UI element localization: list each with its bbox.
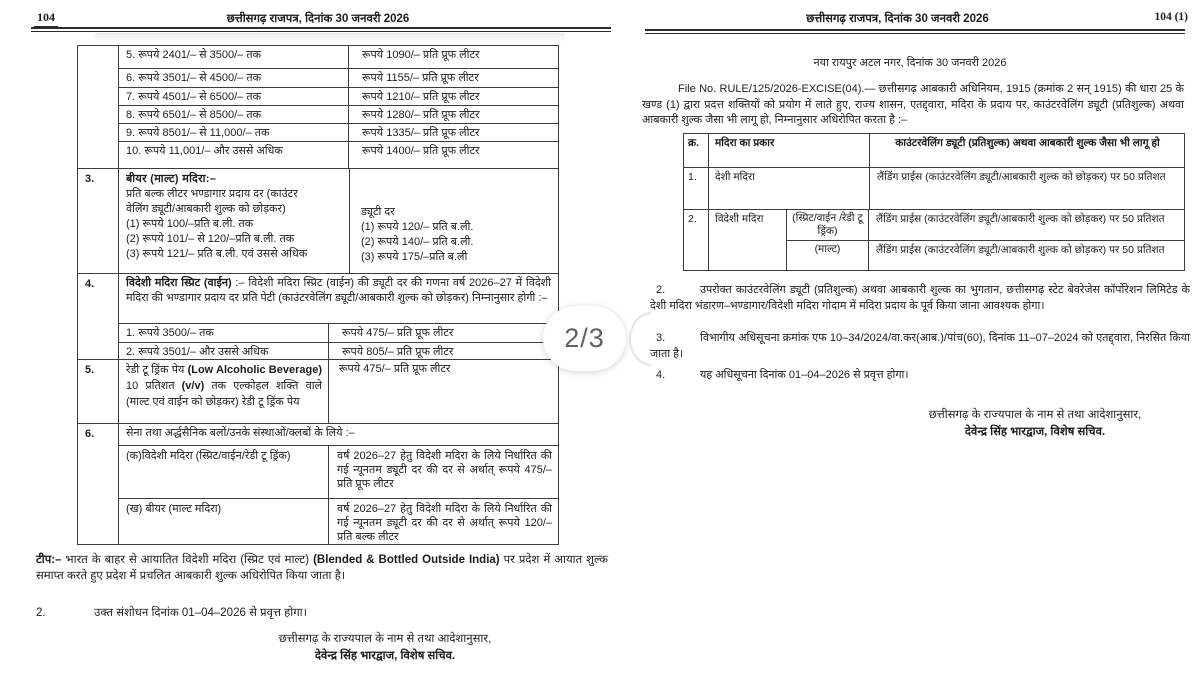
rate-cell: रूपये 1280/– प्रति प्रूफ लीटर (362, 109, 480, 121)
serial-cell: 4. (78, 274, 119, 359)
section-3-line: (2) रूपये 101/– से 120/–प्रति ब.ली. तक (126, 233, 295, 245)
right-paragraph-2 (650, 283, 1190, 314)
table-row (119, 87, 558, 105)
footnote-text: भारत के बाहर से आयातित विदेशी मदिरा (स्प्रिट एवं माल्ट) (61, 554, 314, 566)
header-duty: काउंटरवेलिंग ड्यूटी (प्रतिशुल्क) अथवा आबकारी शुल्क जैसा भी लागू हो (895, 137, 1160, 149)
rate-cell: रूपये 1210/– प्रति प्रूफ लीटर (362, 91, 480, 103)
slab-cell: 2. रूपये 3501/– और उससे अधिक (119, 343, 329, 359)
table-row (119, 446, 558, 498)
right-signoff (870, 407, 1200, 441)
paragraph-text: यह अधिसूचना दिनांक 01–04–2026 से प्रवृत्त होगा। (700, 369, 909, 381)
left-duty-table (77, 45, 559, 545)
serial-cell: 1. (684, 168, 709, 209)
page-right (620, 0, 1200, 675)
type-cell: विदेशी मदिरा (709, 210, 787, 270)
section-6-title: सेना तथा अर्द्धसैनिक बलों/उनके संस्थाओं/क्लबों के लिये :– (126, 427, 355, 439)
rate-slab-block (78, 46, 558, 168)
right-header-rule (645, 29, 1185, 34)
section-3-line: वेलिंग ड्यूटी/आबकारी शुल्क को छोड़कर) (126, 203, 286, 215)
rate-cell: रूपये 805/– प्रति प्रूफ लीटर (342, 346, 454, 358)
duty-rate-line: (2) रूपये 140/– प्रति ब.ली. (361, 236, 474, 248)
page-indicator-badge: 2/3 (543, 306, 626, 371)
section-5-rtd (78, 359, 558, 423)
slab-cell: 9. रूपये 8501/– से 11,000/– तक (119, 124, 349, 141)
right-paragraph-4 (650, 368, 1190, 384)
table-row (119, 68, 558, 87)
notification-paragraph: File No. RULE/125/2026-EXCISE(04).— छत्तीसगढ़ आबकारी अधिनियम, 1915 (क्रमांक 2 सन् 1915) की धारा 25 के खण्ड (1) द्वारा प्रदत्त शक्तियों को प्रयोग में लाते हुए, राज्य शासन, एतद्द्वारा, मदिरा के प्रदाय पर, काउंटरवेलिंग ड्यूटी (प्रतिशुल्क) अथवा आबकारी शुल्क जैसा भी लागू हो, निम्नानुसार अधिरोपित करता है :– (642, 83, 1184, 126)
paragraph-text: विभागीय अधिसूचना क्रमांक एफ 10–34/2024/वा.कर(आब.)/पांच(60), दिनांक 11–07–2024 को एतद्द्वारा, निरसित किया जाता है। (650, 332, 1190, 360)
paragraph-number: 2. (36, 607, 46, 619)
section-4-intro-rest: :– विदेशी मदिरा स्प्रिट (वाईन) की ड्यूटी दर की गणना वर्ष 2026–27 में विदेशी मदिरा की भण्डागार प्रदाय दर प्रति पेटी (काउंटरवेलिंग ड्यूटी/आबकारी शुल्क को छोड़कर) निम्नानुसार होगी :– (126, 277, 551, 304)
table-row (119, 324, 558, 342)
signoff-order-line: छत्तीसगढ़ के राज्यपाल के नाम से तथा आदेशानुसार, (928, 409, 1142, 421)
variant-row (787, 210, 1184, 240)
right-page-number: 104 (1) (1154, 11, 1188, 23)
rate-cell: रूपये 1335/– प्रति प्रूफ लीटर (362, 127, 480, 139)
section-5-text: 10 प्रतिशत (126, 380, 182, 392)
section-5-bold: (Low Alcoholic Beverage) (187, 364, 322, 376)
duty-rate-line: (1) रूपये 120/– प्रति ब.ली. (361, 221, 474, 233)
slab-cell: 6. रूपये 3501/– से 4500/– तक (119, 69, 349, 87)
left-gazette-title: छत्तीसगढ़ राजपत्र, दिनांक 30 जनवरी 2026 (226, 13, 410, 25)
serial-cell: 5. (78, 360, 119, 423)
section-3-description (119, 169, 350, 273)
variant-row (787, 240, 1184, 270)
rate-slab-rows (119, 46, 558, 168)
signoff-order-line: छत्तीसगढ़ के राज्यपाल के नाम से तथा आदेशानुसार, (278, 633, 492, 645)
left-page-number: 104 (34, 10, 58, 28)
rate-cell: वर्ष 2026–27 हेतु विदेशी मदिरा के लिये निर्धारित की गई न्यूनतम ड्यूटी दर की दर से अर्थात् रूपये 475/– प्रति प्रूफ लीटर (337, 450, 552, 490)
table-header-row (684, 134, 1184, 167)
rate-cell: रूपये 1155/– प्रति प्रूफ लीटर (362, 72, 479, 84)
table-row (119, 141, 558, 168)
variant-rows (787, 210, 1184, 270)
header-liquor-type: मदिरा का प्रकार (709, 134, 870, 167)
section-4-intro (119, 274, 558, 323)
duty-rate-line: ड्यूटी दर (361, 206, 395, 218)
slab-cell: 1. रूपये 3500/– तक (119, 324, 329, 342)
paragraph-text: उपरोक्त काउंटरवेलिंग ड्यूटी (प्रतिशुल्क) अथवा आबकारी शुल्क का भुगतान, छत्तीसगढ़ स्टेट बेवरेजेस कॉर्पोरेशन लिमिटेड के देशी मदिरा भंडारण–भण्डागार/विदेशी मदिरा गोदाम में मदिरा प्रदाय के पूर्व किया जाना आवश्यक होगा। (650, 284, 1190, 312)
paragraph-number: 3. (656, 332, 666, 344)
paragraph-number: 4. (656, 369, 666, 381)
duty-cell: लैंडिंग प्राईस (काउंटरवेलिंग ड्यूटी/आबकारी शुल्क को छोड़कर) पर 50 प्रतिशत (877, 171, 1166, 183)
section-3-beer (78, 168, 558, 273)
footnote-prefix: टीप:– (36, 554, 62, 566)
section-4-body (119, 274, 558, 359)
right-page-header (645, 10, 1190, 26)
dateline: नया रायपुर अटल नगर, दिनांक 30 जनवरी 2026 (813, 57, 1007, 69)
serial-cell: 2. (684, 210, 709, 270)
variant-cell: (माल्ट) (787, 241, 869, 270)
variant-cell: (स्प्रिट/वाईन /रेडी टू ड्रिंक) (787, 210, 869, 240)
section-5-body (119, 360, 558, 423)
slab-cell: 7. रूपये 4501/– से 6500/– तक (119, 88, 349, 105)
table-row (684, 167, 1184, 209)
table-row (119, 123, 558, 141)
footnote (36, 552, 608, 584)
table-row (119, 46, 558, 68)
slab-cell: 5. रूपये 2401/– से 3500/– तक (119, 46, 349, 68)
section-3-line: प्रति बल्क लीटर भण्डागार प्रदाय दर (काउंटर (126, 188, 298, 200)
duty-cell: लैंडिंग प्राईस (काउंटरवेलिंग ड्यूटी/आबकारी शुल्क को छोड़कर) पर 50 प्रतिशत (876, 244, 1165, 256)
left-header-rule (31, 27, 611, 32)
left-paragraph-2 (36, 605, 596, 620)
table-row (119, 498, 558, 544)
signoff-name-line: देवेन्द्र सिंह भारद्वाज, विशेष सचिव. (964, 426, 1106, 438)
paragraph-text: उक्त संशोधन दिनांक 01–04–2026 से प्रवृत्त होगा। (94, 607, 308, 619)
serial-cell-empty (78, 46, 119, 168)
duty-cell: लैंडिंग प्राईस (काउंटरवेलिंग ड्यूटी/आबकारी शुल्क को छोड़कर) पर 50 प्रतिशत (876, 213, 1165, 225)
section-6-body (119, 424, 558, 544)
duty-rate-line: (3) रूपये 175/–प्रति ब.ली (361, 251, 468, 263)
rate-cell: रूपये 1400/– प्रति प्रूफ लीटर (362, 145, 480, 157)
right-duty-table (683, 133, 1185, 271)
scan-artifact (95, 33, 565, 41)
slab-cell: 10. रूपये 11,001/– और उससे अधिक (119, 142, 349, 168)
rate-cell: रूपये 475/– प्रति प्रूफ लीटर (339, 363, 451, 375)
signoff-name-line: देवेन्द्र सिंह भारद्वाज, विशेष सचिव. (314, 650, 456, 662)
left-page-header (30, 10, 606, 26)
footnote-bold: (Blended & Bottled Outside India) (313, 554, 500, 566)
type-cell: देशी मदिरा (709, 168, 870, 209)
section-6-army (78, 423, 558, 544)
rate-cell: रूपये 1090/– प्रति प्रूफ लीटर (362, 49, 480, 61)
serial-cell: 3. (78, 169, 119, 273)
table-row (684, 209, 1184, 270)
right-paragraph-3 (650, 331, 1190, 362)
section-4-intro-bold: विदेशी मदिरा स्प्रिट (वाईन) (126, 277, 232, 289)
section-5-description (119, 360, 329, 423)
section-5-bold: (v/v) (181, 380, 205, 392)
section-5-text: रेडी टू ड्रिंक पेय (126, 364, 188, 376)
header-serial: क्र. (684, 134, 709, 167)
section-3-title: बीयर (माल्ट) मदिरा:– (126, 173, 217, 185)
section-3-line: (1) रूपये 100/–प्रति ब.ली. तक (126, 218, 254, 230)
section-3-line: (3) रूपये 121/– प्रति ब.ली. एवं उससे अधिक (126, 248, 308, 260)
footnote-text: पर प्रदेश में आयात शुल्क समाप्त करते हुए प्रदेश में प्रचलित आबकारी शुल्क अधिरोपित किया जाता है। (36, 554, 608, 582)
section-3-duty-rates (350, 169, 558, 273)
section-4-foreign-liquor (78, 273, 558, 359)
table-row (119, 342, 558, 359)
item-cell: (क)विदेशी मदिरा (स्प्रिट/वाईन/रेडी टू ड्रिंक) (119, 446, 329, 498)
section-6-subtable (119, 445, 558, 544)
slab-cell: 8. रूपये 6501/– से 8500/– तक (119, 106, 349, 123)
section-3-body (119, 169, 558, 273)
left-signoff (160, 631, 610, 665)
paragraph-number: 2. (656, 284, 666, 296)
section-5-text: तक एल्कोहल शक्ति वाले (माल्ट एवं वाईन को छोड़कर) रेडी टू ड्रिंक पेय (126, 380, 322, 408)
item-cell: (ख) बीयर (माल्ट मदिरा) (119, 499, 329, 544)
rate-cell: रूपये 475/– प्रति प्रूफ लीटर (342, 327, 454, 339)
right-gazette-title: छत्तीसगढ़ राजपत्र, दिनांक 30 जनवरी 2026 (806, 13, 989, 25)
section-4-subtable (119, 323, 558, 359)
table-row (119, 105, 558, 123)
rate-cell: वर्ष 2026–27 हेतु विदेशी मदिरा के लिये निर्धारित की गई न्यूनतम ड्यूटी दर की दर से अर्थात् रूपये 120/– प्रति बल्क लीटर (337, 503, 552, 543)
serial-cell: 6. (78, 424, 119, 544)
